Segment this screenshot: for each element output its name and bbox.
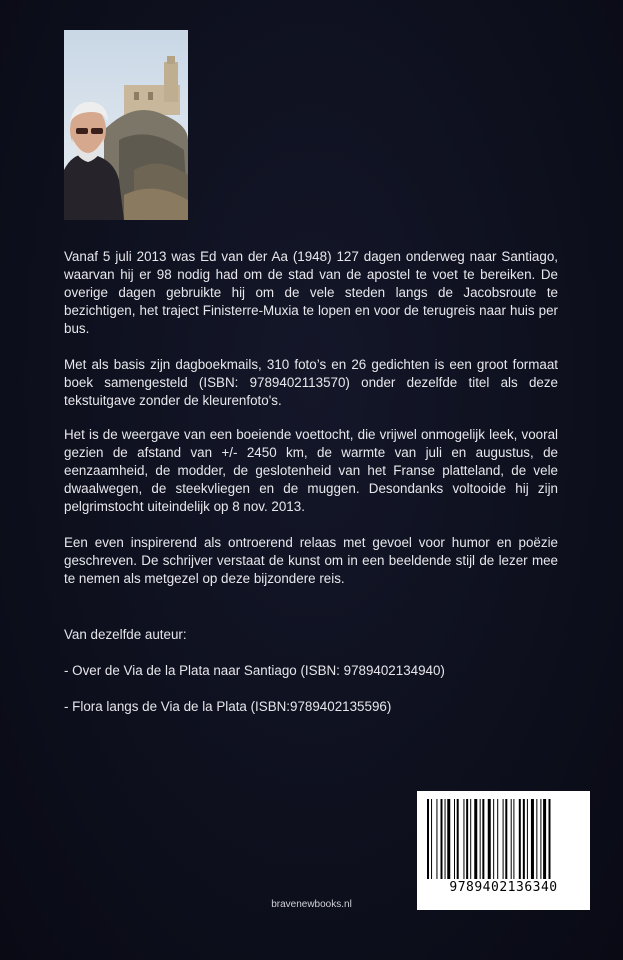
book-item: - Flora langs de Via de la Plata (ISBN:9789402135596) <box>64 699 392 714</box>
same-author-heading: Van dezelfde auteur: <box>64 627 187 642</box>
isbn-barcode <box>417 791 590 910</box>
book-item: - Over de Via de la Plata naar Santiago (ISBN: 9789402134940) <box>64 663 445 678</box>
description-paragraph-4: Een even inspirerend als ontroerend relaas met gevoel voor humor en poëzie geschreven. De schrijver verstaat de kunst om in een beeldende stijl de lezer mee te nemen als metgezel op deze bijzondere reis. <box>64 535 558 586</box>
author-photo <box>64 30 188 220</box>
publisher-url: bravenewbooks.nl <box>271 899 352 910</box>
barcode-number: 9789402136340 <box>449 880 558 895</box>
description-paragraph-1: Vanaf 5 juli 2013 was Ed van der Aa (1948) 127 dagen onderweg naar Santiago, waarvan hij er 98 nodig had om de stad van de apostel te voet te bereiken. De overige dagen gebruikte hij om de vele steden langs de Jacobsroute te bezichtigen, het traject Finisterre-Muxia te lopen en voor de terugreis naar huis per bus. <box>64 249 558 336</box>
description-paragraph-3: Het is de weergave van een boeiende voettocht, die vrijwel onmogelijk leek, vooral gezien de afstand van +/- 2450 km, de warmte van juli en augustus, de eenzaamheid, de modder, de geslotenheid van het Franse platteland, de vele dwaalwegen, de steekvliegen en de muggen. Desondanks voltooide hij zijn pelgrimstocht uiteindelijk op 8 nov. 2013. <box>64 427 558 514</box>
barcode-bars-icon <box>427 799 580 879</box>
description-paragraph-2: Met als basis zijn dagboekmails, 310 foto’s en 26 gedichten is een groot formaat boek samengesteld (ISBN: 9789402113570) onder dezelfde titel als deze tekstuitgave zonder de kleurenfoto's. <box>64 357 558 408</box>
